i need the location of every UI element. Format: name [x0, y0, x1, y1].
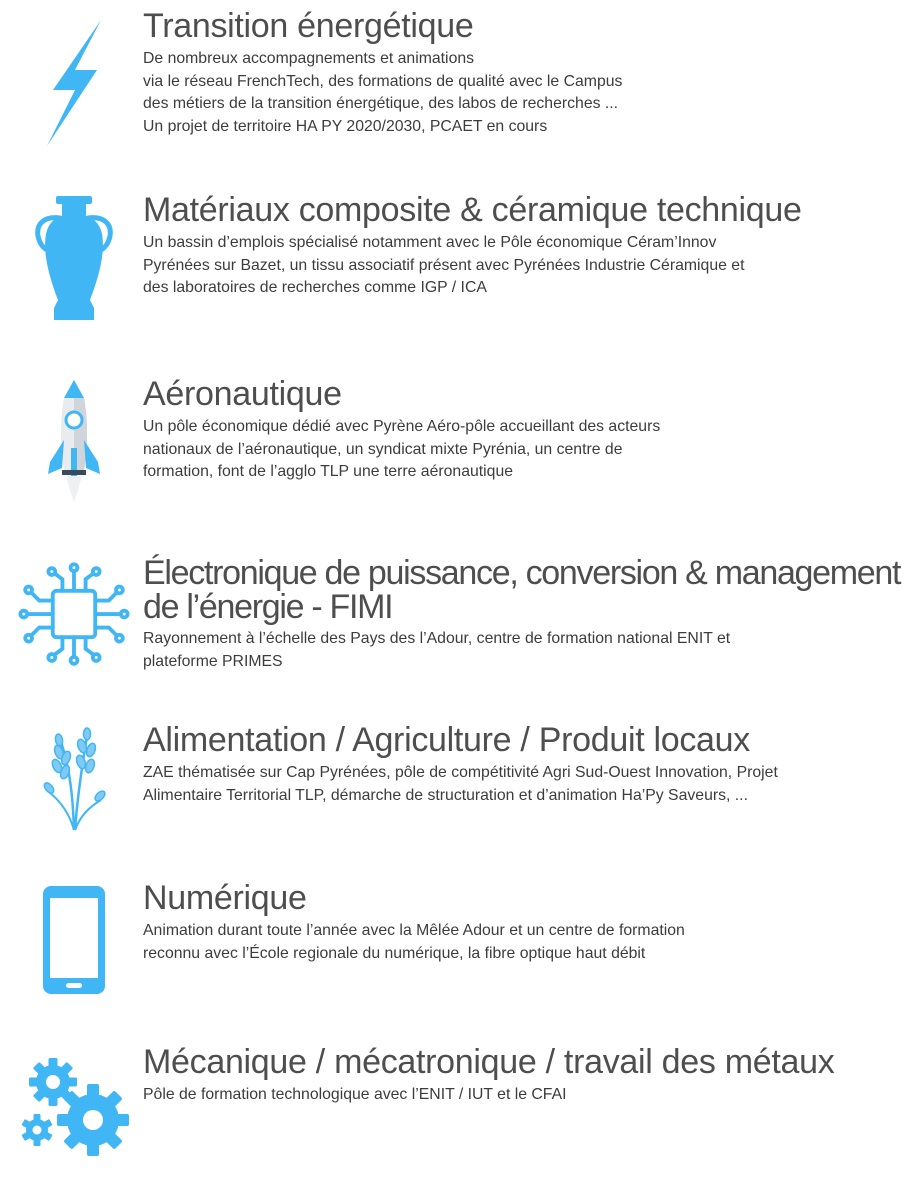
- sector-description: [143, 920, 910, 965]
- description-line: reconnu avec l’École regionale du numérique, la fibre optique haut débit: [143, 944, 646, 962]
- description-line: Animation durant toute l’année avec la Mêlée Adour et un centre de formation: [143, 922, 685, 939]
- description-line: formation, font de l’agglo TLP une terre aéronautique: [143, 463, 514, 480]
- description-line: Alimentaire Territorial TLP, démarche de structuration et d’animation Ha’Py Saveurs, ...: [143, 786, 748, 804]
- lightning-icon: [18, 18, 130, 148]
- gears-icon: [18, 1052, 130, 1156]
- description-line: des laboratoires de recherches comme IGP / ICA: [143, 279, 487, 296]
- description-line: Pôle de formation technologique avec l’ENIT / IUT et le CFAI: [143, 1086, 567, 1103]
- sector-description: [143, 628, 910, 673]
- description-line: Rayonnement à l’échelle des Pays des l’Adour, centre de formation national ENIT et: [143, 630, 731, 647]
- sector-title: Numérique: [143, 879, 307, 917]
- sector-title: Aéronautique: [143, 375, 342, 413]
- description-line: plateforme PRIMES: [143, 652, 283, 670]
- sector-description: [143, 48, 910, 138]
- description-line: des métiers de la transition énergétique, des labos de recherches ...: [143, 95, 619, 112]
- sector-description: [143, 232, 910, 300]
- sector-title: Transition énergétique: [143, 7, 474, 45]
- sector-description: [143, 416, 910, 484]
- description-line: nationaux de l’aéronautique, un syndicat mixte Pyrénia, un centre de: [143, 440, 623, 458]
- sector-description: [143, 762, 910, 807]
- sector-title: Matériaux composite & céramique technique: [143, 191, 802, 229]
- description-line: Un projet de territoire HA PY 2020/2030, PCAET en cours: [143, 117, 548, 135]
- sector-title: Mécanique / mécatronique / travail des métaux: [143, 1043, 835, 1081]
- title-line: de l’énergie - FIMI: [143, 588, 393, 626]
- sector-title: Alimentation / Agriculture / Produit locaux: [143, 721, 750, 759]
- description-line: Pyrénées sur Bazet, un tissu associatif présent avec Pyrénées Industrie Céramique et: [143, 256, 745, 274]
- sector-title: [143, 556, 910, 624]
- microchip-icon: [18, 560, 130, 670]
- wheat-icon: [18, 722, 130, 832]
- rocket-icon: [18, 378, 130, 504]
- title-line: Électronique de puissance, conversion & management: [143, 554, 901, 592]
- amphora-icon: [18, 194, 130, 324]
- smartphone-icon: [18, 884, 130, 996]
- description-line: via le réseau FrenchTech, des formations de qualité avec le Campus: [143, 72, 623, 90]
- description-line: De nombreux accompagnements et animations: [143, 50, 475, 67]
- description-line: Un pôle économique dédié avec Pyrène Aéro-pôle accueillant des acteurs: [143, 418, 661, 435]
- description-line: Un bassin d’emplois spécialisé notamment avec le Pôle économique Céram’Innov: [143, 234, 717, 251]
- description-line: ZAE thématisée sur Cap Pyrénées, pôle de compétitivité Agri Sud-Ouest Innovation, Projet: [143, 764, 778, 781]
- sector-description: [143, 1084, 910, 1107]
